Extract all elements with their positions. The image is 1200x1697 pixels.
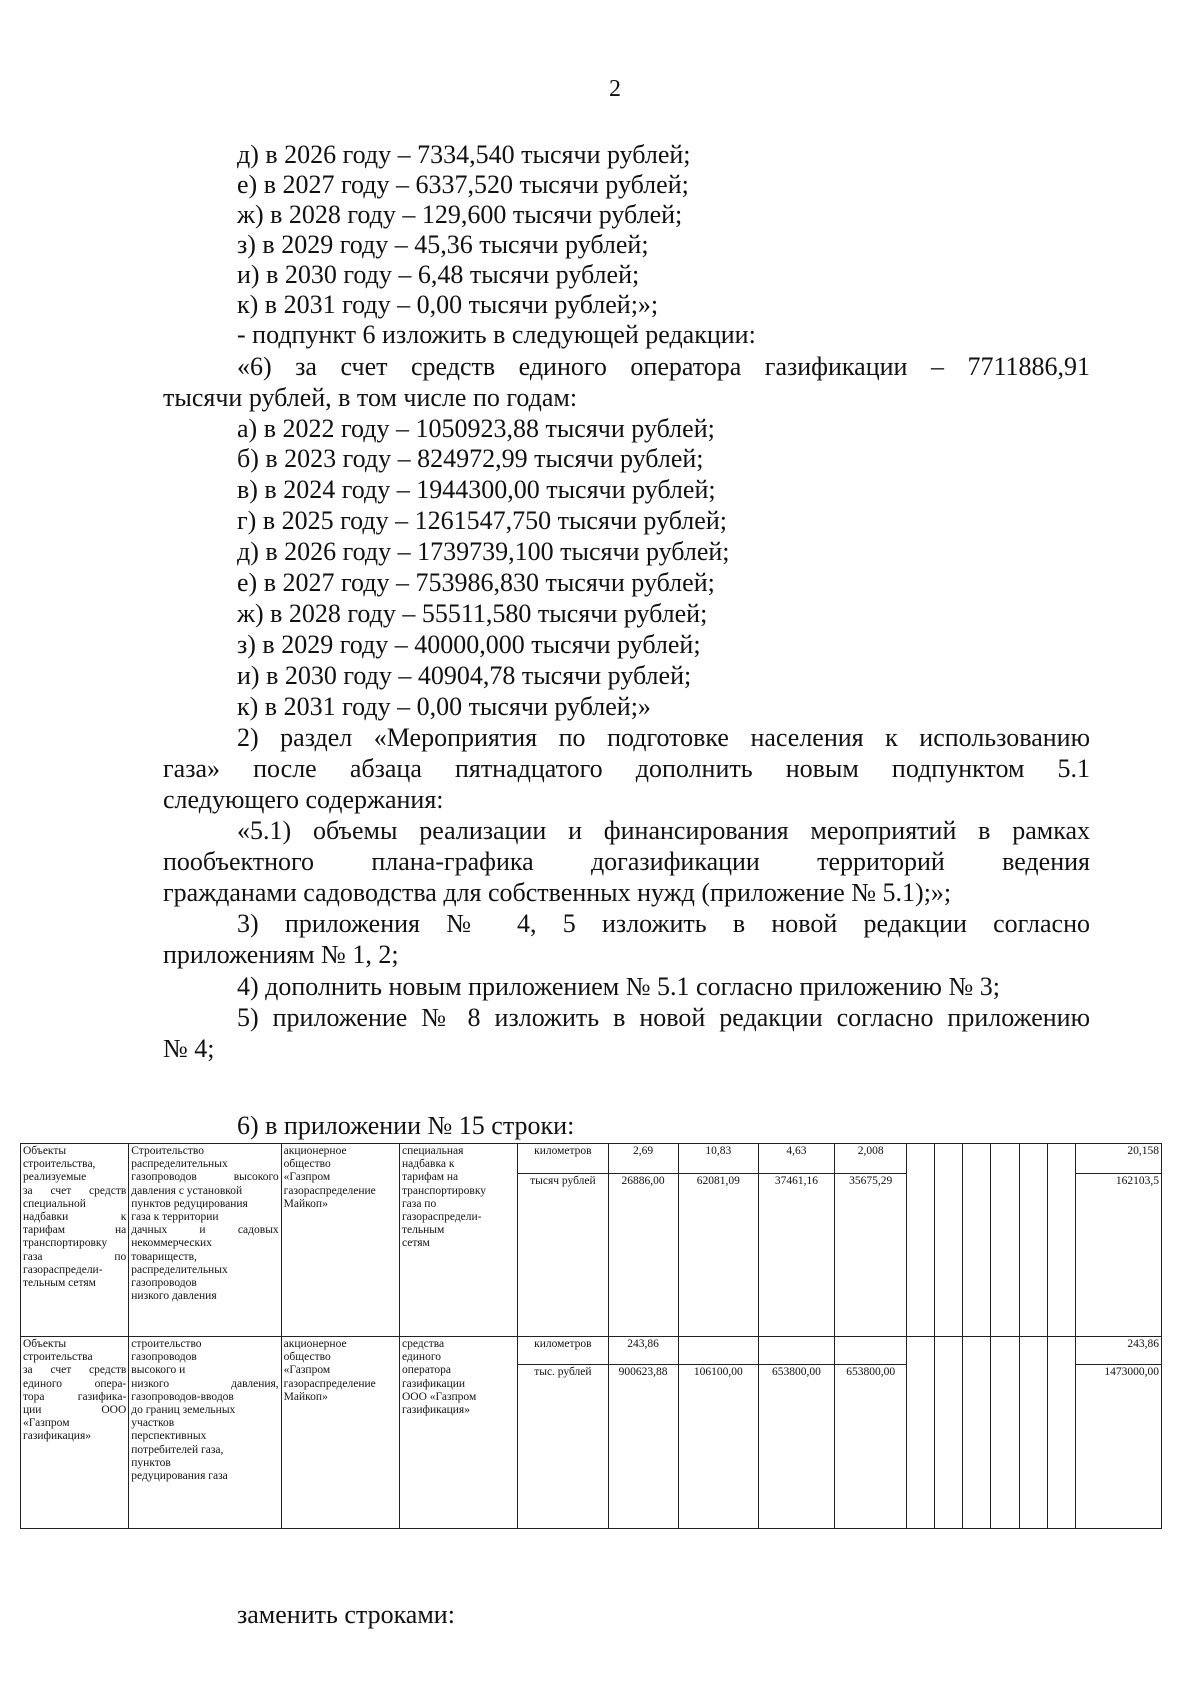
- text-line: 2) раздел «Мероприятия по подготовке населения к использованию: [237, 723, 1090, 752]
- source-cell: средства единого оператора газификации ООО «Газпром газификация»: [399, 1337, 517, 1529]
- text-line: «5.1) объемы реализации и финансирования мероприятий в рамках: [237, 816, 1090, 845]
- text-line: е) в 2027 году – 753986,830 тысячи рублей;: [237, 568, 715, 597]
- text-line: 3) приложения № 4, 5 изложить в новой редакции согласно: [237, 909, 1090, 938]
- value-cell: [758, 1337, 834, 1365]
- value-cell: 2,69: [608, 1144, 678, 1174]
- text-line: а) в 2022 году – 1050923,88 тысячи рублей;: [237, 414, 715, 443]
- text-line: «6) за счет средств единого оператора газификации – 7711886,91: [237, 352, 1090, 381]
- total-cell: 162103,5: [1075, 1174, 1161, 1337]
- value-cell: 653800,00: [835, 1365, 907, 1529]
- unit-cell: тыс. рублей: [518, 1365, 608, 1529]
- text-line: 4) дополнить новым приложением № 5.1 согласно приложению № 3;: [237, 972, 1000, 1001]
- empty-cell: [1047, 1144, 1075, 1337]
- text-line: б) в 2023 году – 824972,99 тысячи рублей;: [237, 444, 704, 473]
- object-cell: Объекты строительства, реализуемые за счет средств специальной надбавки к тарифам на транспортировку газа по газораспредели- тельным сетям: [21, 1144, 129, 1337]
- value-cell: 10,83: [678, 1144, 758, 1174]
- text-line: тысячи рублей, в том числе по годам:: [163, 383, 578, 412]
- object-cell: Объекты строительства за счет средств единого опера- тора газифика- ции ООО «Газпром газификация»: [21, 1337, 129, 1529]
- value-cell: 653800,00: [758, 1365, 834, 1529]
- text-line: ж) в 2028 году – 55511,580 тысячи рублей;: [237, 599, 708, 628]
- empty-cell: [963, 1144, 991, 1337]
- text-line: е) в 2027 году – 6337,520 тысячи рублей;: [237, 170, 689, 199]
- text-line: газа» после абзаца пятнадцатого дополнить новым подпунктом 5.1: [163, 754, 1090, 783]
- executor-cell: акционерное общество «Газпром газораспределение Майкоп»: [281, 1144, 399, 1337]
- text-line: к) в 2031 году – 0,00 тысячи рублей;»: [237, 692, 651, 721]
- value-cell: [678, 1337, 758, 1365]
- unit-cell: километров: [518, 1337, 608, 1365]
- work-cell: строительство газопроводов высокого и низкого давления, газопроводов-вводов до границ земельных участков перспективных потребителей газа, пунктов редуцирования газа: [129, 1337, 281, 1529]
- text-line: д) в 2026 году – 7334,540 тысячи рублей;: [237, 140, 691, 169]
- value-cell: [835, 1337, 907, 1365]
- value-cell: 62081,09: [678, 1174, 758, 1337]
- text-line: пообъектного плана-графика догазификации территорий ведения: [163, 847, 1090, 876]
- value-cell: 900623,88: [608, 1365, 678, 1529]
- unit-cell: километров: [518, 1144, 608, 1174]
- empty-cell: [1019, 1337, 1047, 1529]
- text-line: и) в 2030 году – 40904,78 тысячи рублей;: [237, 661, 692, 690]
- value-cell: 4,63: [758, 1144, 834, 1174]
- empty-cell: [1019, 1144, 1047, 1337]
- value-cell: 37461,16: [758, 1174, 834, 1337]
- empty-cell: [1047, 1337, 1075, 1529]
- text-line: - подпункт 6 изложить в следующей редакции:: [237, 320, 756, 349]
- text-line: следующего содержания:: [163, 785, 444, 814]
- text-line: гражданами садоводства для собственных нужд (приложение № 5.1);»;: [163, 878, 952, 907]
- source-cell: специальная надбавка к тарифам на транспортировку газа по газораспредели- тельным сетям: [399, 1144, 517, 1337]
- text-line: к) в 2031 году – 0,00 тысячи рублей;»;: [237, 290, 659, 319]
- text-line: № 4;: [163, 1034, 215, 1063]
- total-cell: 243,86: [1075, 1337, 1161, 1365]
- empty-cell: [935, 1144, 963, 1337]
- empty-cell: [991, 1144, 1019, 1337]
- unit-cell: тысяч рублей: [518, 1174, 608, 1337]
- empty-cell: [907, 1144, 935, 1337]
- closing-text: заменить строками:: [237, 1600, 455, 1629]
- text-line: приложениям № 1, 2;: [163, 940, 399, 969]
- table-row: [21, 1144, 1162, 1174]
- text-line: ж) в 2028 году – 129,600 тысячи рублей;: [237, 200, 683, 229]
- empty-cell: [907, 1337, 935, 1529]
- text-line: и) в 2030 году – 6,48 тысячи рублей;: [237, 260, 640, 289]
- value-cell: 243,86: [608, 1337, 678, 1365]
- text-line: г) в 2025 году – 1261547,750 тысячи рублей;: [237, 506, 727, 535]
- total-cell: 20,158: [1075, 1144, 1161, 1174]
- page-number: 2: [609, 76, 621, 102]
- value-cell: 35675,29: [835, 1174, 907, 1337]
- text-line: з) в 2029 году – 40000,000 тысячи рублей;: [237, 630, 701, 659]
- executor-cell: акционерное общество «Газпром газораспределение Майкоп»: [281, 1337, 399, 1529]
- text-line: з) в 2029 году – 45,36 тысячи рублей;: [237, 230, 649, 259]
- value-cell: 106100,00: [678, 1365, 758, 1529]
- value-cell: 26886,00: [608, 1174, 678, 1337]
- text-line: д) в 2026 году – 1739739,100 тысячи рублей;: [237, 537, 730, 566]
- appendix-15-table: [20, 1143, 1162, 1529]
- empty-cell: [991, 1337, 1019, 1529]
- text-line: 5) приложение № 8 изложить в новой редакции согласно приложению: [237, 1003, 1090, 1032]
- total-cell: 1473000,00: [1075, 1365, 1161, 1529]
- work-cell: Строительство распределительных газопроводов высокого давления с установкой пунктов редуцирования газа к территории дачных и садовых некоммерческих товариществ, распределительных газопроводов низкого давления: [129, 1144, 281, 1337]
- value-cell: 2,008: [835, 1144, 907, 1174]
- empty-cell: [935, 1337, 963, 1529]
- text-line: 6) в приложении № 15 строки:: [237, 1111, 575, 1140]
- table-row: [21, 1337, 1162, 1365]
- text-line: в) в 2024 году – 1944300,00 тысячи рублей;: [237, 475, 716, 504]
- empty-cell: [963, 1337, 991, 1529]
